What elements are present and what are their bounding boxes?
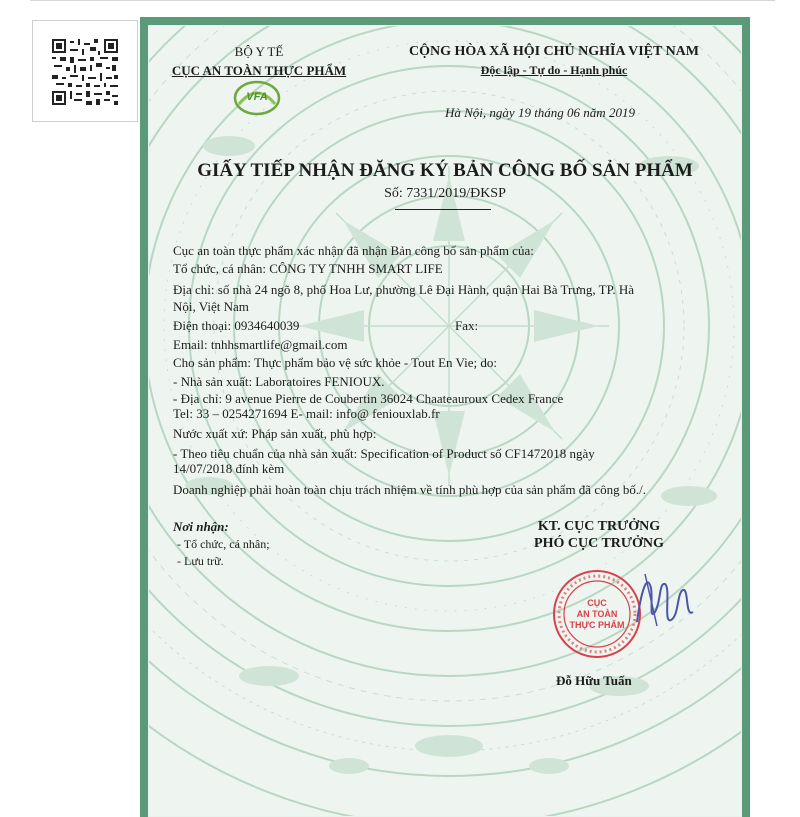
recipient-item: - Lưu trữ.	[177, 554, 224, 568]
title-underline	[395, 209, 491, 210]
email-line: Email: tnhhsmartlife@gmail.com	[173, 337, 348, 352]
certificate-frame	[140, 17, 750, 817]
organization-line: Tổ chức, cá nhân: CÔNG TY TNHH SMART LIFE	[173, 261, 443, 276]
address-line-1: Địa chỉ: số nhà 24 ngõ 8, phố Hoa Lư, phường Lê Đại Hành, quận Hai Bà Trưng, TP. Hà	[173, 282, 635, 297]
standard-line-2: 14/07/2018 đính kèm	[173, 461, 285, 476]
manufacturer-address: - Địa chỉ: 9 avenue Pierre de Coubertin 36024 Chaateauroux Cedex France	[173, 391, 564, 406]
responsibility-line: Doanh nghiệp phải hoàn toàn chịu trách nhiệm về tính phù hợp của sản phẩm đã công bố./.	[173, 482, 646, 497]
product-line: Cho sản phẩm: Thực phẩm bảo vệ sức khỏe - Tout En Vie; do:	[173, 355, 497, 370]
recipients-label: Nơi nhận:	[173, 519, 229, 534]
agency-name: CỤC AN TOÀN THỰC PHẨM	[171, 63, 347, 78]
document-title: GIẤY TIẾP NHẬN ĐĂNG KÝ BẢN CÔNG BỐ SẢN PHẨM	[197, 160, 693, 181]
manufacturer-contact: Tel: 33 – 0254271694 E- mail: info@ fenioux​lab.fr	[173, 406, 440, 421]
ministry-name: BỘ Y TẾ	[234, 44, 284, 59]
origin-line: Nước xuất xứ: Pháp sản xuất, phù hợp:	[173, 426, 377, 441]
fax-label: Fax:	[455, 318, 479, 333]
address-line-2: Nội, Việt Nam	[173, 299, 249, 314]
standard-line-1: - Theo tiêu chuẩn của nhà sản xuất: Specification of Product số CF1472018 ngày	[173, 446, 595, 461]
qr-code-box[interactable]	[32, 20, 138, 122]
national-motto: Độc lập - Tự do - Hạnh phúc	[480, 63, 628, 77]
seal-text-1: CỤC	[587, 598, 607, 608]
handwritten-signature	[617, 562, 707, 642]
vfa-logo-text: VFA	[246, 91, 268, 103]
signer-name: Đỗ Hữu Tuấn	[556, 673, 632, 688]
vfa-logo	[233, 80, 281, 116]
issue-date: Hà Nội, ngày 19 tháng 06 năm 2019	[445, 105, 635, 120]
seal-text-2: AN TOÀN	[576, 609, 618, 619]
bronze-drum-pattern	[149, 26, 741, 816]
page-top-divider	[30, 0, 775, 5]
signer-role-1: KT. CỤC TRƯỞNG	[537, 519, 661, 534]
intro-text: Cục an toàn thực phẩm xác nhận đã nhận Bản công bố sản phẩm của:	[173, 243, 534, 258]
qr-code-icon	[52, 39, 118, 105]
country-name: CỘNG HÒA XÃ HỘI CHỦ NGHĨA VIỆT NAM	[408, 44, 699, 59]
phone-line: Điện thoại: 0934640039	[173, 318, 300, 333]
signer-role-2: PHÓ CỤC TRƯỞNG	[534, 536, 664, 551]
certificate-body	[148, 25, 742, 817]
recipient-item: - Tổ chức, cá nhân;	[177, 537, 270, 551]
document-number: Số: 7331/2019/ĐKSP	[384, 186, 506, 201]
manufacturer-line: - Nhà sản xuất: Laboratoires FENIOUX.	[173, 374, 385, 389]
seal-text-3: THỰC PHẨM	[569, 620, 625, 630]
